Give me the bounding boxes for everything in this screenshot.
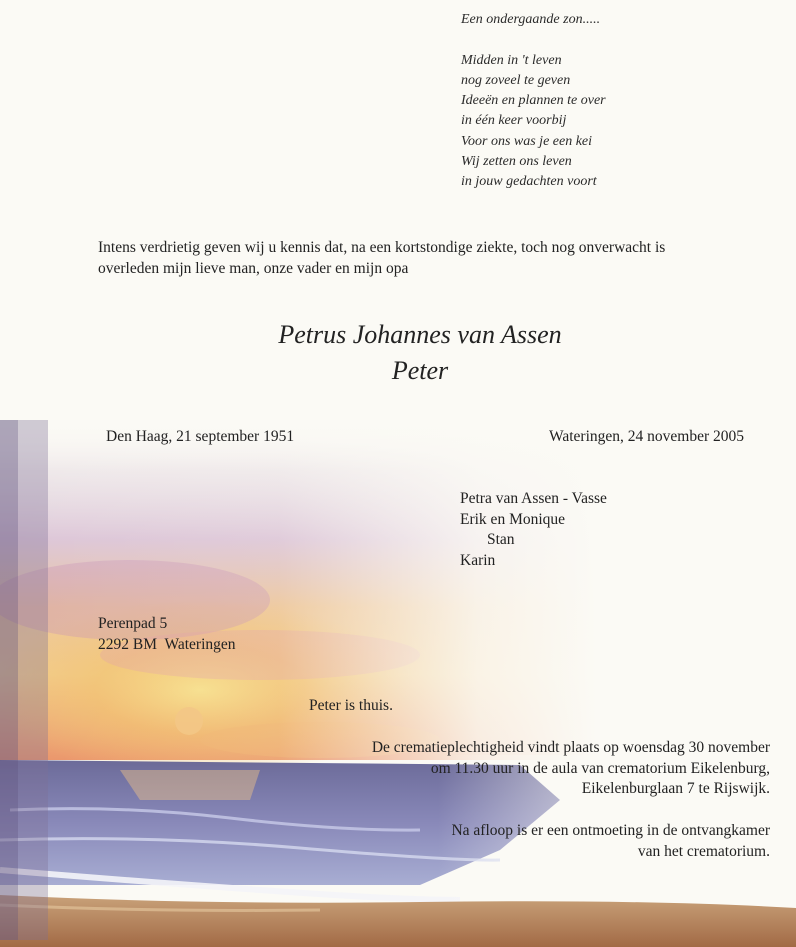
meeting-line: van het crematorium. [637,842,770,860]
family-member: Petra van Assen - Vasse [460,490,607,507]
at-home-notice: Peter is thuis. [309,697,393,714]
meeting-details [451,821,770,862]
poem-line: Ideeën en plannen te over [461,93,606,109]
family-member: Erik en Monique [460,510,566,528]
poem-line: in één keer voorbij [461,113,567,129]
death-date: Wateringen, 24 november 2005 [548,428,744,445]
birth-date: Den Haag, 21 september 1951 [106,428,295,445]
deceased-nickname: Peter [391,356,449,385]
sun-shape [175,707,203,735]
cremation-details [372,738,770,800]
family-list [460,489,607,571]
poem-title: Een ondergaande zon..... [461,12,601,27]
poem-line: nog zoveel te geven [461,72,571,88]
cremation-line: om 11.30 uur in de aula van crematorium Eikelenburg, [430,759,770,777]
cremation-line: Eikelenburglaan 7 te Rijswijk. [581,780,770,797]
poem-line: in jouw gedachten voort [461,174,597,190]
poem-line: Midden in 't leven [461,52,562,68]
family-member: Karin [460,551,496,569]
address-city: 2292 BM Wateringen [98,635,236,653]
address-street: Perenpad 5 [98,615,168,632]
announcement-line: overleden mijn lieve man, onze vader en mijn opa [98,259,409,277]
family-member: Stan [487,531,515,548]
deceased-full-name: Petrus Johannes van Assen [278,320,562,349]
poem-line: Voor ons was je een kei [461,133,593,149]
announcement-line: Intens verdrietig geven wij u kennis dat, na een kortstondige ziekte, toch nog onverwacht is [98,239,666,256]
cremation-line: De crematieplechtigheid vindt plaats op woensdag 30 november [371,739,770,756]
memorial-poem [461,10,606,193]
poem-line: Wij zetten ons leven [461,154,572,170]
announcement-text [98,238,758,279]
poem-spacer [461,30,606,50]
meeting-line: Na afloop is er een ontmoeting in de ontvangkamer [451,822,770,839]
correspondence-address [98,614,236,655]
